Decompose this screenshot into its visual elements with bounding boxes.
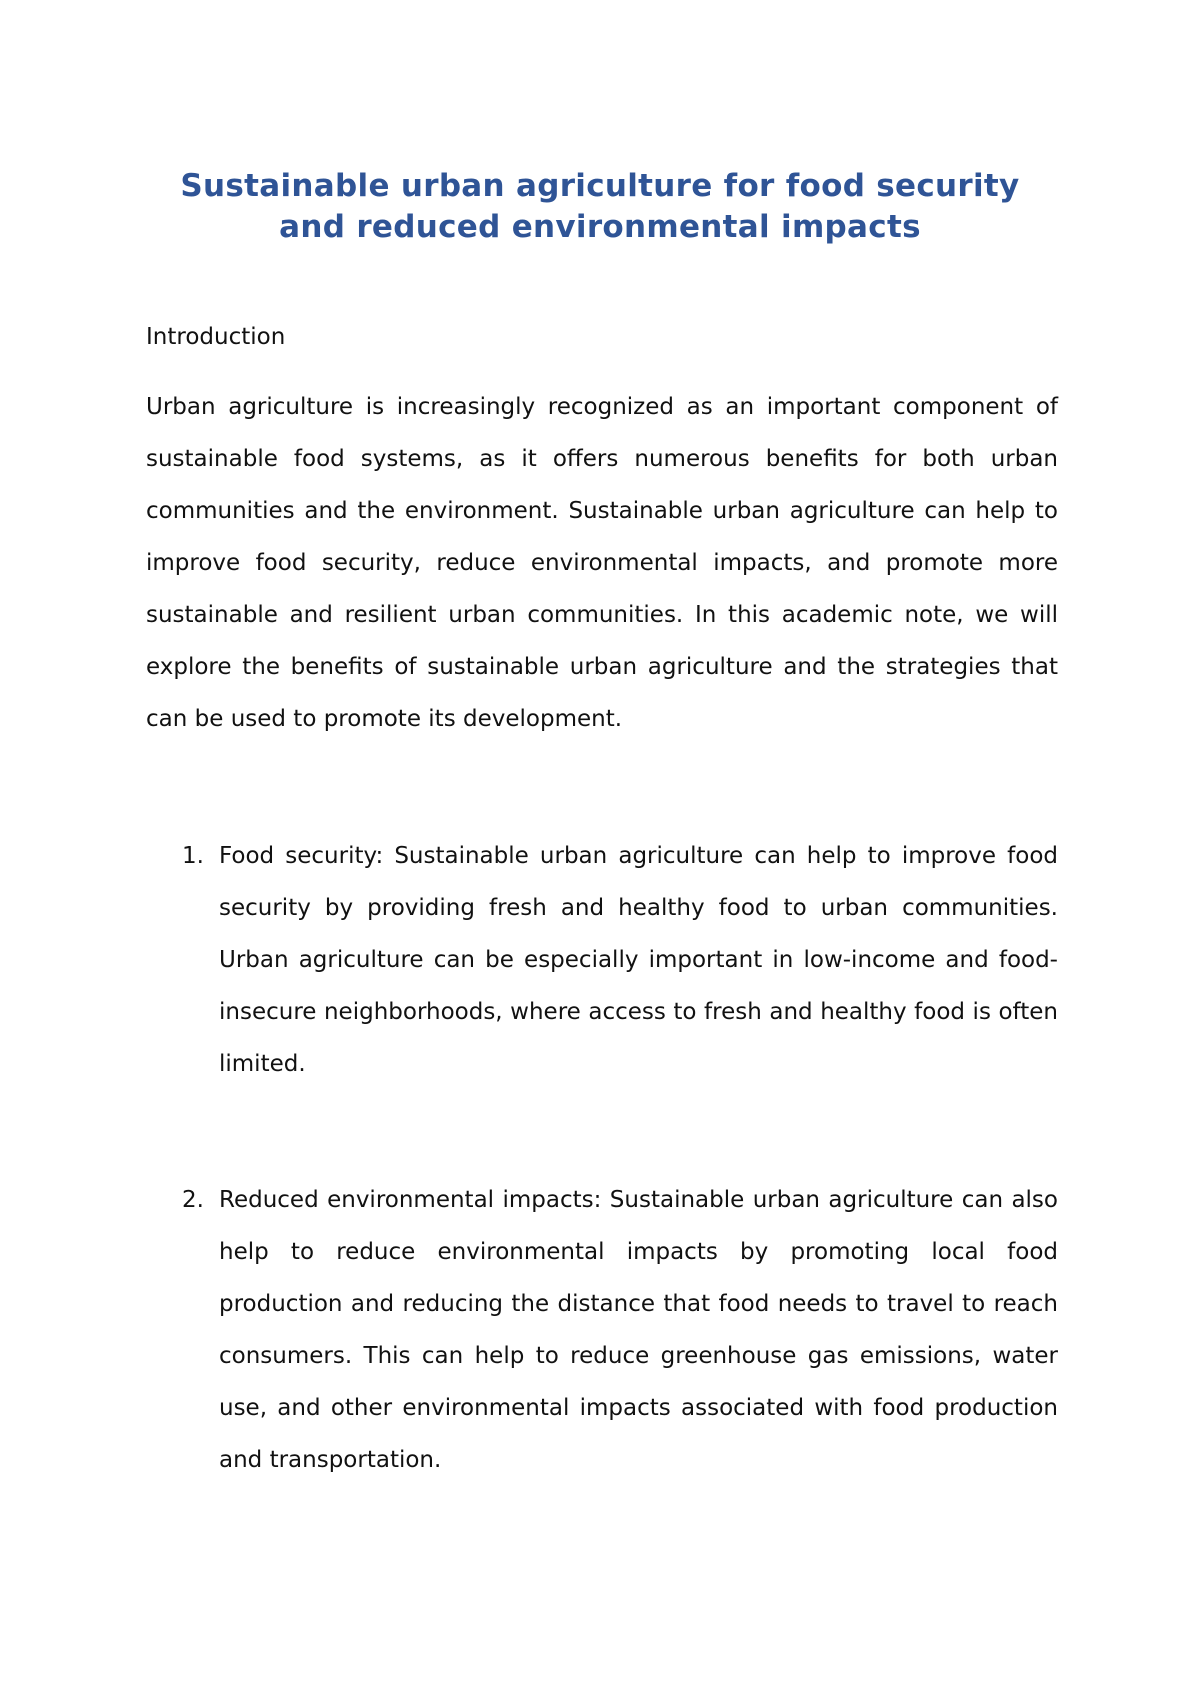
list-item-reduced-environmental-impacts [146, 1174, 1058, 1486]
intro-paragraph: Urban agriculture is increasingly recognized as an important component of sustainable food systems, as it offers numerous benefits for both urban communities and the environment. Sustainable urban agriculture can help to improve food security, reduce environmental impacts, and promote more sustainable and resilient urban communities. In this academic note, we will explore the benefits of sustainable urban agriculture and the strategies that can be used to promote its development. [146, 394, 1058, 732]
list-item-number: 2. [182, 1187, 204, 1213]
page-title-line-1: Sustainable urban agriculture for food security [180, 168, 1020, 204]
list-item-number: 1. [182, 843, 204, 869]
list-item-text: Food security: Sustainable urban agriculture can help to improve food security by providing fresh and healthy food to urban communities. Urban agriculture can be especially important in low-income and food-insecure neighborhoods, where access to fresh and healthy food is often limited. [219, 843, 1058, 1077]
list-item-food-security [146, 830, 1058, 1090]
list-item-text: Reduced environmental impacts: Sustainable urban agriculture can also help to reduce environmental impacts by promoting local food production and reducing the distance that food needs to travel to reach consumers. This can help to reduce greenhouse gas emissions, water use, and other environmental impacts associated with food production and transportation. [219, 1187, 1058, 1473]
page-title-line-2: and reduced environmental impacts [279, 209, 921, 245]
section-heading-introduction: Introduction [146, 324, 286, 350]
page-title [120, 166, 1080, 248]
